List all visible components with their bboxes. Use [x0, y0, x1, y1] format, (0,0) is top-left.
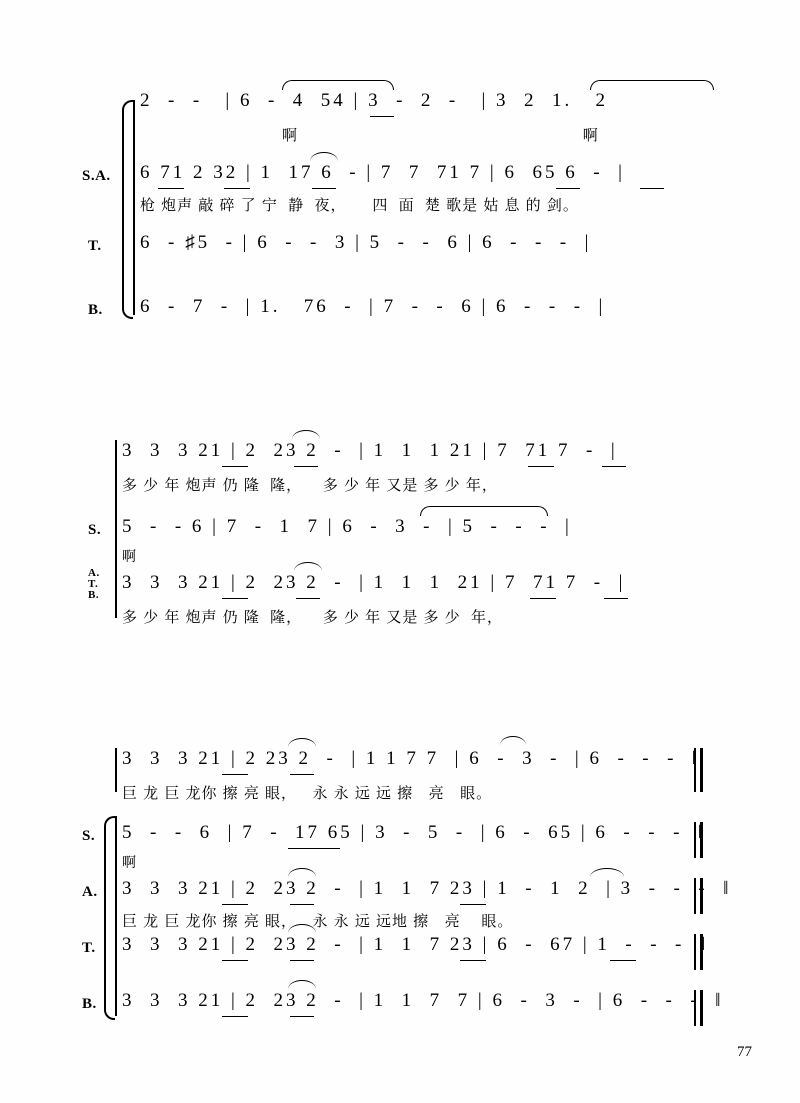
beam-sa-5: [640, 188, 664, 189]
s2-beam-4: [602, 466, 626, 467]
system-3-a-lyrics: 巨 龙 巨 龙你 擦 亮 眼， 永 永 远 远地 擦 亮 眼。: [122, 913, 514, 930]
s2-beam-7: [530, 598, 556, 599]
system-3-s-lyrics: 啊: [122, 854, 136, 870]
system-1-melody-syllables: 啊 啊: [282, 127, 600, 144]
s2-tie-1: [292, 430, 320, 439]
s2-tie-2: [294, 562, 322, 571]
system-2-melody-lyrics: 多 少 年 炮声 仍 隆 隆， 多 少 年 又是 多 少 年，: [122, 477, 498, 494]
s3-beam-9: [460, 960, 486, 961]
system-1-sa-notes: 6 71 2 32 | 1 17 6 - | 7 7 71 7 | 6 65 6 - |: [140, 162, 625, 183]
voice-label-s2-s: S.: [88, 522, 102, 538]
system-3-s-notes: 5 - - 6 | 7 - 17 65 | 3 - 5 - | 6 - 65 | 6 - - - ‖: [122, 822, 707, 843]
s2-beam-1: [222, 466, 248, 467]
s2-beam-6: [296, 598, 320, 599]
s2-beam-3: [528, 466, 554, 467]
system-3-t-notes: 3 3 3 21 | 2 23 2 - | 1 1 7 23 | 6 - 67 | 1 - - - ‖: [122, 934, 709, 955]
voice-label-s3-t: T.: [82, 940, 96, 956]
system-3-a-notes: 3 3 3 21 | 2 23 2 - | 1 1 7 23 | 1 - 1 2 | 3 - - - ‖: [122, 878, 732, 899]
tie-sa-1: [310, 152, 338, 161]
voice-label-b: B.: [88, 302, 103, 318]
system-1-brace: [122, 100, 133, 319]
s2-beam-5: [222, 598, 248, 599]
s3-tie-3: [288, 868, 316, 877]
beam-54: [370, 116, 394, 117]
system-3-brace: [104, 816, 115, 1020]
voice-label-t2: T.: [88, 578, 99, 590]
system-2-melody-notes: 3 3 3 21 | 2 23 2 - | 1 1 1 21 | 7 71 7 - |: [122, 440, 618, 461]
system-2-s-lyrics: 啊: [122, 548, 136, 564]
system-2-atb-lyrics: 多 少 年 炮声 仍 隆 隆， 多 少 年 又是 多 少 年，: [122, 609, 504, 626]
beam-sa-4: [556, 188, 580, 189]
system-3-left-barline-top: [115, 748, 117, 792]
system-1-b-notes: 6 - 7 - | 1. 76 - | 7 - - 6 | 6 - - - |: [140, 296, 606, 317]
voice-label-t: T.: [88, 238, 102, 254]
s3-beam-8: [290, 960, 314, 961]
s3-beam-7: [222, 960, 248, 961]
voice-label-a: A.: [88, 567, 100, 579]
system-3-melody-notes: 3 3 3 21 | 2 23 2 - | 1 1 7 7 | 6 - 3 - | 6 - - - ‖: [122, 748, 701, 769]
voice-label-s3-b: B.: [82, 996, 97, 1012]
voice-label-s2-atb: [88, 568, 100, 601]
slur-melody-1: [282, 80, 394, 90]
s2-beam-8: [604, 598, 628, 599]
s3-tie-4: [590, 868, 624, 877]
s3-tie-6: [288, 980, 316, 989]
system-1-melody-notes: 2 - - | 6 - 4 54 | 3 - 2 - | 3 2 1. 2: [140, 90, 609, 111]
s3-beam-10: [610, 960, 636, 961]
final-barline-thick-1: [700, 748, 703, 792]
page-number: 77: [737, 1044, 752, 1060]
s3-beam-1: [222, 774, 248, 775]
s3-beam-5: [290, 904, 314, 905]
s3-beam-2: [290, 774, 314, 775]
system-2-left-barline: [115, 440, 117, 618]
system-3-b-notes: 3 3 3 21 | 2 23 2 - | 1 1 7 7 | 6 - 3 - | 6 - - - ‖: [122, 990, 724, 1011]
s3-tie-1: [288, 738, 316, 747]
system-1-t-notes: 6 - ♯5 - | 6 - - 3 | 5 - - 6 | 6 - - - |: [140, 232, 592, 253]
beam-sa-3: [312, 188, 336, 189]
s2-slur-s: [420, 506, 548, 516]
s3-beam-11: [222, 1016, 248, 1017]
s3-beam-12: [290, 1016, 314, 1017]
voice-label-s3-a: A.: [82, 884, 98, 900]
voice-label-s3-s: S.: [82, 828, 96, 844]
s3-beam-4: [222, 904, 248, 905]
s3-tie-2: [500, 736, 526, 745]
voice-label-sa: S.A.: [82, 168, 111, 184]
s3-beam-6: [460, 904, 486, 905]
system-2-atb-notes: 3 3 3 21 | 2 23 2 - | 1 1 1 21 | 7 71 7 - |: [122, 572, 626, 593]
system-3-left-barline: [115, 816, 117, 1016]
system-1-left-barline: [133, 100, 135, 315]
beam-sa-2: [224, 188, 250, 189]
s2-beam-2: [294, 466, 318, 467]
system-3-melody-lyrics: 巨 龙 巨 龙你 擦 亮 眼， 永 永 远 远 擦 亮 眼。: [122, 785, 493, 802]
system-2-s-notes: 5 - - 6 | 7 - 1 7 | 6 - 3 - | 5 - - - |: [122, 516, 572, 537]
system-1-sa-lyrics: 枪 炮声 敲 碎 了 宁 静 夜， 四 面 楚 歌是 姑 息 的 剑。: [140, 197, 579, 214]
voice-label-b2: B.: [88, 589, 100, 601]
s3-beam-3: [288, 848, 340, 849]
beam-sa-1: [158, 188, 184, 189]
slur-melody-2: [590, 80, 714, 90]
